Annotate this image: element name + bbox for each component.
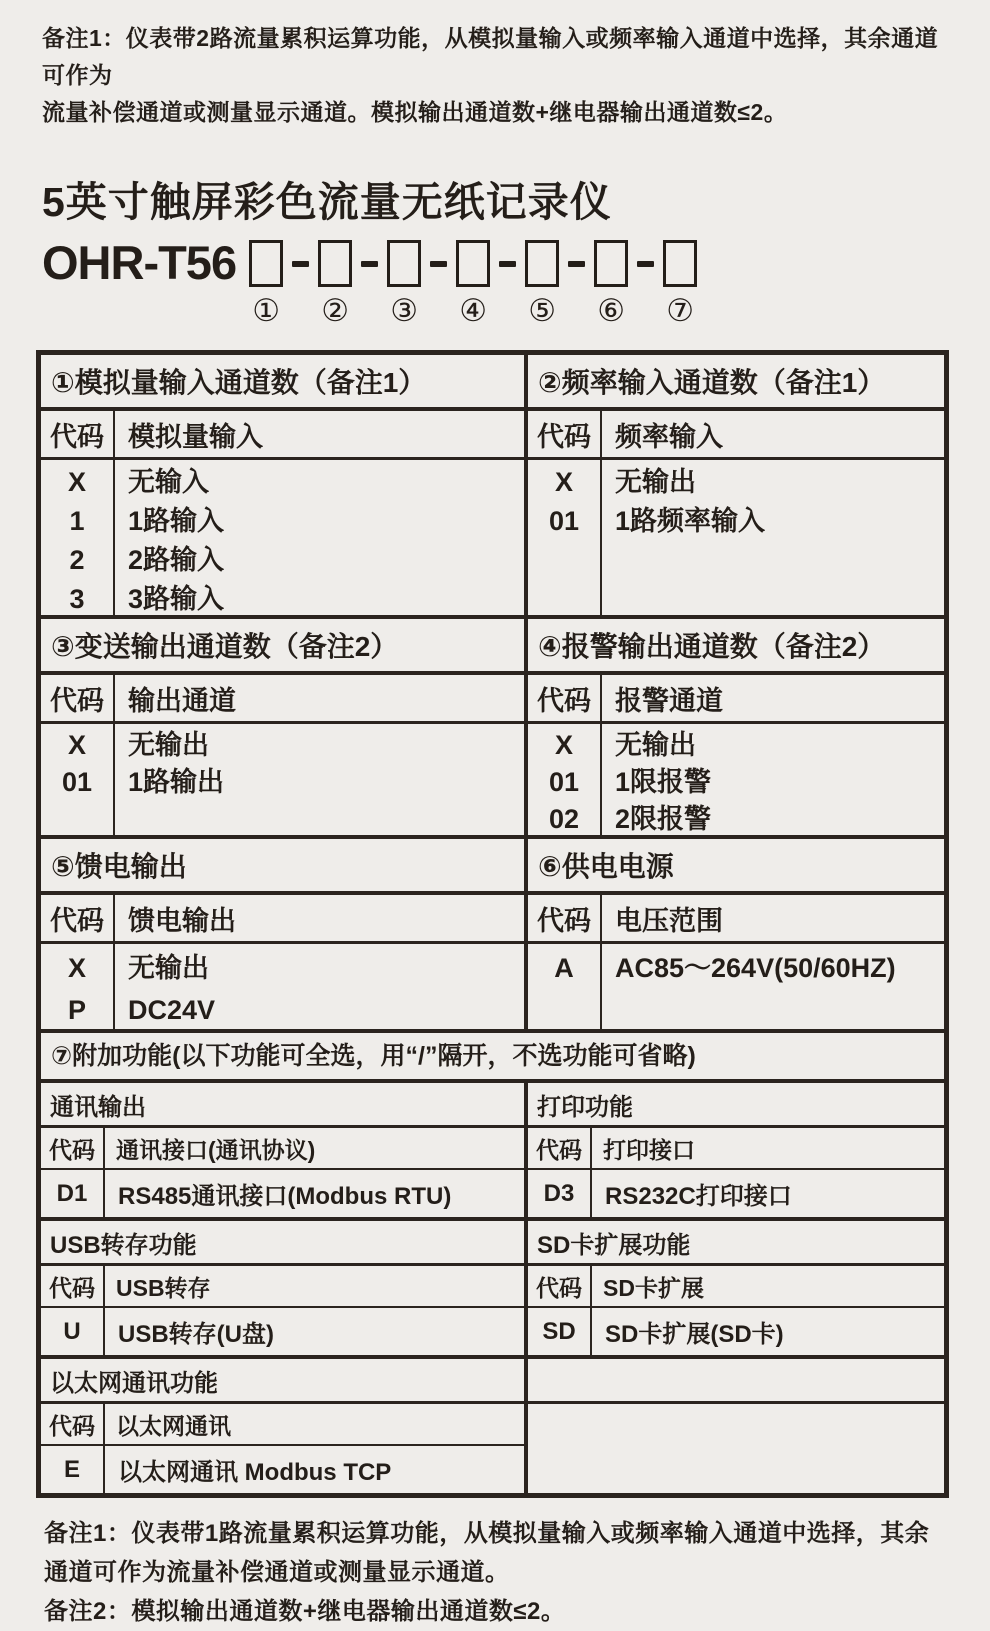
column-header-row <box>41 1266 524 1308</box>
desc-value: RS485通讯接口(Modbus RTU) <box>103 1170 524 1217</box>
desc-value: 3路输入 <box>128 584 225 614</box>
model-dash <box>361 261 378 267</box>
code-column-header: 代码 <box>50 685 104 716</box>
block-title: 通讯输出 <box>41 1083 524 1128</box>
position-label: ② <box>321 293 349 328</box>
code-column-header: 代码 <box>50 905 104 936</box>
block-sd-card-expansion <box>528 1221 944 1355</box>
model-digit-box <box>387 240 421 287</box>
desc-column-header: USB转存 <box>103 1266 524 1306</box>
code-column-header: 代码 <box>537 685 591 716</box>
table-row-ethernet <box>41 1359 944 1493</box>
desc-value: 1限报警 <box>615 767 712 797</box>
position-label: ④ <box>459 293 487 328</box>
model-dash <box>292 261 309 267</box>
code-value: P <box>67 995 86 1025</box>
desc-value: 以太网通讯 Modbus TCP <box>103 1446 524 1493</box>
empty-cell <box>528 1359 944 1404</box>
code-values <box>41 944 113 1031</box>
code-value: D3 <box>543 1179 575 1207</box>
bottom-notes <box>44 1514 952 1631</box>
code-values <box>41 724 113 838</box>
desc-value: DC24V <box>128 995 216 1025</box>
block-body <box>41 1446 524 1493</box>
position-label: ③ <box>390 293 418 328</box>
desc-column-header: 电压范围 <box>600 895 944 941</box>
code-value: U <box>63 1317 81 1345</box>
desc-value: SD卡扩展(SD卡) <box>590 1308 944 1355</box>
block-body <box>528 1308 944 1355</box>
model-code-line <box>42 236 990 328</box>
model-dash <box>637 261 654 267</box>
code-column-header: 代码 <box>536 1136 582 1163</box>
desc-column-header: 频率输入 <box>600 411 944 457</box>
table-row-sections-5-6 <box>41 839 944 1033</box>
code-value: X <box>554 467 573 497</box>
section-title: ②频率输入通道数（备注1） <box>528 355 944 411</box>
desc-column-header: 以太网通讯 <box>103 1404 524 1444</box>
model-digit-box <box>663 240 697 287</box>
code-column-header: 代码 <box>49 1412 95 1439</box>
section-title: ⑤馈电输出 <box>41 839 524 895</box>
desc-column-header: SD卡扩展 <box>590 1266 944 1306</box>
code-value: 2 <box>69 545 85 575</box>
model-digit-box <box>525 240 559 287</box>
column-header-row <box>41 411 524 460</box>
section-transmit-output-channels <box>41 619 528 838</box>
desc-value: 无输出 <box>128 730 209 760</box>
desc-value: AC85～264V(50/60HZ) <box>615 953 896 983</box>
desc-column-header: 馈电输出 <box>113 895 524 941</box>
code-value: 01 <box>548 767 580 797</box>
empty-cell <box>528 1404 944 1493</box>
column-header-row <box>528 1128 944 1170</box>
section-title: ④报警输出通道数（备注2） <box>528 619 944 675</box>
block-body <box>41 1170 524 1217</box>
top-note <box>42 20 952 131</box>
block-title: USB转存功能 <box>41 1221 524 1266</box>
code-value: 3 <box>69 584 85 614</box>
desc-value: 1路输入 <box>128 506 225 536</box>
code-column-header: 代码 <box>537 905 591 936</box>
code-value: 02 <box>548 804 580 834</box>
desc-column-header: 模拟量输入 <box>113 411 524 457</box>
section-alarm-output-channels <box>528 619 944 838</box>
bottom-note-2: 备注2：模拟输出通道数+继电器输出通道数≤2。 <box>44 1598 566 1625</box>
model-code-slot-1 <box>249 239 283 328</box>
section-title: ⑥供电电源 <box>528 839 944 895</box>
table-row-sections-3-4 <box>41 619 944 839</box>
desc-column-header: 打印接口 <box>590 1128 944 1168</box>
code-column-header: 代码 <box>50 421 104 452</box>
model-dash <box>430 261 447 267</box>
column-header-row <box>41 1128 524 1170</box>
section-body <box>528 724 944 838</box>
block-ethernet-communication <box>41 1359 528 1493</box>
code-values <box>528 944 600 1031</box>
code-values <box>528 460 600 619</box>
desc-values <box>600 724 944 838</box>
model-digit-box <box>249 240 283 287</box>
code-value: E <box>63 1455 80 1483</box>
position-label: ⑥ <box>597 293 625 328</box>
model-code-slot-6 <box>594 239 628 328</box>
column-header-row <box>41 1404 524 1446</box>
column-header-row <box>41 675 524 724</box>
code-value: 01 <box>61 767 93 797</box>
desc-value: 2路输入 <box>128 545 225 575</box>
desc-values <box>113 724 524 838</box>
code-values <box>528 724 600 838</box>
section-body <box>41 460 524 619</box>
block-usb-transfer <box>41 1221 528 1355</box>
desc-value: RS232C打印接口 <box>590 1170 944 1217</box>
top-note-line-2: 流量补偿通道或测量显示通道。模拟输出通道数+继电器输出通道数≤2。 <box>42 99 788 125</box>
code-value: 1 <box>69 506 85 536</box>
code-value: A <box>554 953 574 983</box>
desc-values <box>113 944 524 1031</box>
section-additional-functions-title: ⑦附加功能(以下功能可全选，用“/”隔开，不选功能可省略) <box>41 1033 944 1083</box>
block-communication-output <box>41 1083 528 1217</box>
table-row-usb-sd <box>41 1221 944 1359</box>
model-dash <box>568 261 585 267</box>
section-power-supply <box>528 839 944 1031</box>
block-body <box>528 1170 944 1217</box>
section-title: ③变送输出通道数（备注2） <box>41 619 524 675</box>
code-value: X <box>67 730 86 760</box>
block-title: 以太网通讯功能 <box>41 1359 524 1404</box>
desc-value: 1路频率输入 <box>615 506 766 536</box>
desc-value: USB转存(U盘) <box>103 1308 524 1355</box>
code-value: SD <box>542 1317 576 1345</box>
column-header-row <box>528 411 944 460</box>
model-digit-box <box>456 240 490 287</box>
model-code-slot-7 <box>663 239 697 328</box>
top-note-line-1: 备注1：仪表带2路流量累积运算功能，从模拟量输入或频率输入通道中选择，其余通道可作为 <box>42 25 939 88</box>
model-digit-box <box>594 240 628 287</box>
desc-value: 1路输出 <box>128 767 225 797</box>
code-value: D1 <box>56 1179 88 1207</box>
column-header-row <box>528 895 944 944</box>
code-column-header: 代码 <box>536 1274 582 1301</box>
desc-values <box>600 460 944 619</box>
spec-sheet-page <box>0 20 990 1625</box>
model-code-slot-5 <box>525 239 559 328</box>
block-title: 打印功能 <box>528 1083 944 1128</box>
block-print-function <box>528 1083 944 1217</box>
block-empty <box>528 1359 944 1493</box>
desc-column-header: 输出通道 <box>113 675 524 721</box>
desc-column-header: 报警通道 <box>600 675 944 721</box>
section-body <box>528 460 944 619</box>
page-title: 5英寸触屏彩色流量无纸记录仪 <box>42 179 612 225</box>
section-body <box>41 944 524 1031</box>
section-analog-input-channels <box>41 355 528 619</box>
column-header-row <box>41 895 524 944</box>
code-value: 01 <box>548 506 580 536</box>
desc-values <box>113 460 524 619</box>
desc-value: 无输出 <box>615 467 696 497</box>
position-label: ① <box>252 293 280 328</box>
desc-value: 无输入 <box>128 467 209 497</box>
table-row-comm-print <box>41 1083 944 1221</box>
desc-column-header: 通讯接口(通讯协议) <box>103 1128 524 1168</box>
block-title: SD卡扩展功能 <box>528 1221 944 1266</box>
code-column-header: 代码 <box>49 1274 95 1301</box>
model-prefix: OHR-T56 <box>42 236 237 289</box>
code-value: X <box>554 730 573 760</box>
column-header-row <box>528 1266 944 1308</box>
section-body <box>528 944 944 1031</box>
desc-values <box>600 944 944 1031</box>
code-values <box>41 460 113 619</box>
model-dash <box>499 261 516 267</box>
section-body <box>41 724 524 838</box>
ordering-code-table <box>36 350 949 1498</box>
section-feed-power-output <box>41 839 528 1031</box>
code-value: X <box>67 467 86 497</box>
table-row-sections-1-2 <box>41 355 944 619</box>
model-code-slot-2 <box>318 239 352 328</box>
model-code-slot-3 <box>387 239 421 328</box>
position-label: ⑦ <box>666 293 694 328</box>
code-column-header: 代码 <box>537 421 591 452</box>
desc-value: 无输出 <box>128 953 209 983</box>
bottom-note-1: 备注1：仪表带1路流量累积运算功能，从模拟量输入或频率输入通道中选择，其余通道可作为流量补偿通道或测量显示通道。 <box>44 1520 930 1586</box>
desc-value: 无输出 <box>615 730 696 760</box>
model-digit-box <box>318 240 352 287</box>
section-frequency-input-channels <box>528 355 944 619</box>
code-value: X <box>67 953 86 983</box>
position-label: ⑤ <box>528 293 556 328</box>
desc-value: 2限报警 <box>615 804 712 834</box>
model-code-slot-4 <box>456 239 490 328</box>
column-header-row <box>528 675 944 724</box>
block-body <box>41 1308 524 1355</box>
code-column-header: 代码 <box>49 1136 95 1163</box>
section-title: ①模拟量输入通道数（备注1） <box>41 355 524 411</box>
